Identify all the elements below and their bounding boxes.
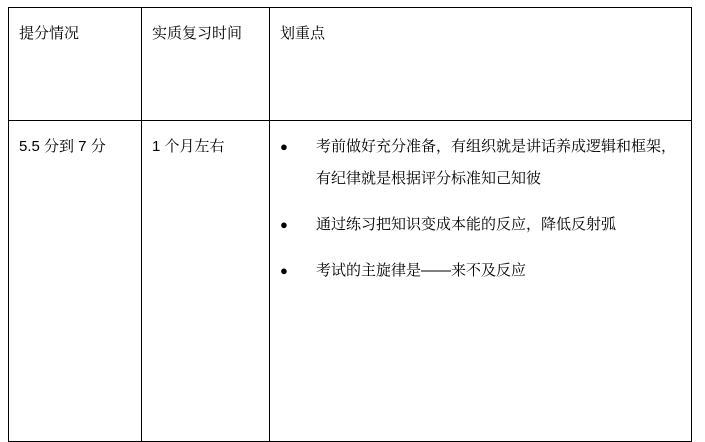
list-item-text: 考试的主旋律是——来不及反应: [316, 262, 527, 279]
list-item: [280, 255, 682, 287]
table-header-cell-score-range: [9, 8, 142, 121]
bullet-icon: ●: [280, 263, 288, 278]
table-header-cell-study-time: [142, 8, 270, 121]
table-cell-key-points: [270, 121, 692, 442]
list-item: [280, 209, 682, 241]
key-points-list: [280, 131, 682, 287]
bullet-icon: ●: [280, 139, 288, 154]
header-label-study-time: 实质复习时间: [152, 25, 243, 42]
list-item-text: 通过练习把知识变成本能的反应，降低反射弧: [316, 216, 617, 233]
document-page: [0, 7, 705, 438]
table-header-cell-key-points: [270, 8, 692, 121]
bullet-icon: ●: [280, 217, 288, 232]
list-item: [280, 131, 682, 195]
value-study-time: 1 个月左右: [152, 138, 225, 155]
table-cell-score-range: [9, 121, 142, 442]
table-cell-study-time: [142, 121, 270, 442]
list-item-text: 考前做好充分准备，有组织就是讲话养成逻辑和框架，有纪律就是根据评分标准知己知彼: [316, 138, 677, 187]
header-label-score-range: 提分情况: [19, 25, 80, 42]
value-score-range: 5.5 分到 7 分: [19, 138, 106, 155]
table-row: [9, 121, 692, 442]
score-improvement-table: [8, 7, 692, 442]
header-label-key-points: 划重点: [280, 25, 326, 42]
table-header-row: [9, 8, 692, 121]
